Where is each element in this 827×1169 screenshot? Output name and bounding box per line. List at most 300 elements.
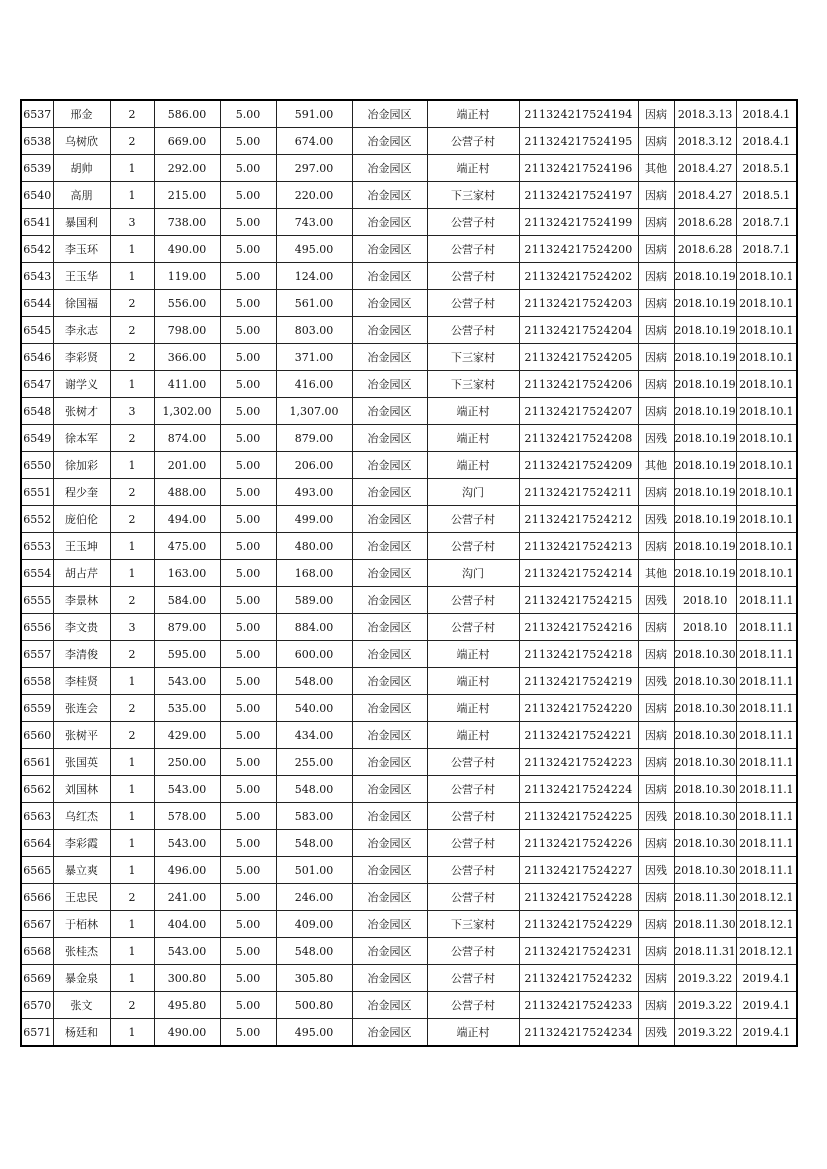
start-date-cell: 2018.11.1 — [736, 695, 797, 722]
supplement-cell: 5.00 — [220, 506, 276, 533]
reason-cell: 因病 — [638, 209, 674, 236]
serial-no-cell: 6570 — [21, 992, 53, 1019]
household-size-cell: 3 — [110, 398, 154, 425]
village-cell: 公营子村 — [427, 209, 519, 236]
name-cell: 乌树欣 — [53, 128, 110, 155]
village-cell: 公营子村 — [427, 236, 519, 263]
village-cell: 端正村 — [427, 100, 519, 128]
total-cell: 255.00 — [276, 749, 352, 776]
village-cell: 公营子村 — [427, 884, 519, 911]
table-row — [21, 884, 797, 911]
district-cell: 冶金园区 — [352, 263, 427, 290]
allowance-cell: 201.00 — [154, 452, 220, 479]
name-cell: 李清俊 — [53, 641, 110, 668]
name-cell: 杨廷和 — [53, 1019, 110, 1047]
household-size-cell: 1 — [110, 155, 154, 182]
village-cell: 端正村 — [427, 1019, 519, 1047]
serial-no-cell: 6545 — [21, 317, 53, 344]
table-row — [21, 100, 797, 128]
supplement-cell: 5.00 — [220, 452, 276, 479]
apply-date-cell: 2018.10.19 — [674, 479, 736, 506]
total-cell: 409.00 — [276, 911, 352, 938]
supplement-cell: 5.00 — [220, 695, 276, 722]
village-cell: 端正村 — [427, 155, 519, 182]
reason-cell: 因残 — [638, 506, 674, 533]
allowance-cell: 404.00 — [154, 911, 220, 938]
serial-no-cell: 6565 — [21, 857, 53, 884]
reason-cell: 因病 — [638, 911, 674, 938]
district-cell: 冶金园区 — [352, 749, 427, 776]
serial-no-cell: 6559 — [21, 695, 53, 722]
allowance-cell: 556.00 — [154, 290, 220, 317]
reason-cell: 因病 — [638, 614, 674, 641]
serial-no-cell: 6557 — [21, 641, 53, 668]
table-row — [21, 425, 797, 452]
district-cell: 冶金园区 — [352, 1019, 427, 1047]
village-cell: 公营子村 — [427, 587, 519, 614]
table-row — [21, 830, 797, 857]
household-size-cell: 1 — [110, 182, 154, 209]
start-date-cell: 2018.4.1 — [736, 128, 797, 155]
allowance-cell: 163.00 — [154, 560, 220, 587]
allowance-cell: 543.00 — [154, 776, 220, 803]
reason-cell: 因残 — [638, 587, 674, 614]
household-size-cell: 2 — [110, 641, 154, 668]
total-cell: 1,307.00 — [276, 398, 352, 425]
supplement-cell: 5.00 — [220, 560, 276, 587]
household-size-cell: 1 — [110, 1019, 154, 1047]
table-row — [21, 209, 797, 236]
village-cell: 端正村 — [427, 641, 519, 668]
reason-cell: 因病 — [638, 830, 674, 857]
apply-date-cell: 2018.6.28 — [674, 209, 736, 236]
start-date-cell: 2018.10.1 — [736, 371, 797, 398]
supplement-cell: 5.00 — [220, 884, 276, 911]
total-cell: 499.00 — [276, 506, 352, 533]
allowance-cell: 494.00 — [154, 506, 220, 533]
name-cell: 李永志 — [53, 317, 110, 344]
allowance-cell: 543.00 — [154, 938, 220, 965]
name-cell: 庞伯伦 — [53, 506, 110, 533]
id-number-cell: 211324217524225 — [519, 803, 638, 830]
id-number-cell: 211324217524199 — [519, 209, 638, 236]
reason-cell: 因病 — [638, 884, 674, 911]
serial-no-cell: 6550 — [21, 452, 53, 479]
serial-no-cell: 6564 — [21, 830, 53, 857]
total-cell: 803.00 — [276, 317, 352, 344]
supplement-cell: 5.00 — [220, 398, 276, 425]
table-body — [21, 100, 797, 1046]
name-cell: 谢学义 — [53, 371, 110, 398]
reason-cell: 其他 — [638, 155, 674, 182]
table-row — [21, 263, 797, 290]
name-cell: 李彩贤 — [53, 344, 110, 371]
supplement-cell: 5.00 — [220, 803, 276, 830]
serial-no-cell: 6571 — [21, 1019, 53, 1047]
table-row — [21, 182, 797, 209]
table-row — [21, 371, 797, 398]
serial-no-cell: 6548 — [21, 398, 53, 425]
household-size-cell: 2 — [110, 290, 154, 317]
supplement-cell: 5.00 — [220, 290, 276, 317]
household-size-cell: 2 — [110, 425, 154, 452]
reason-cell: 因残 — [638, 668, 674, 695]
table-row — [21, 722, 797, 749]
serial-no-cell: 6556 — [21, 614, 53, 641]
supplement-cell: 5.00 — [220, 209, 276, 236]
serial-no-cell: 6554 — [21, 560, 53, 587]
apply-date-cell: 2018.3.12 — [674, 128, 736, 155]
district-cell: 冶金园区 — [352, 128, 427, 155]
apply-date-cell: 2018.11.30 — [674, 884, 736, 911]
apply-date-cell: 2018.10.19 — [674, 452, 736, 479]
allowance-cell: 586.00 — [154, 100, 220, 128]
apply-date-cell: 2019.3.22 — [674, 992, 736, 1019]
village-cell: 端正村 — [427, 452, 519, 479]
household-size-cell: 1 — [110, 668, 154, 695]
start-date-cell: 2018.12.1 — [736, 884, 797, 911]
apply-date-cell: 2018.10.19 — [674, 506, 736, 533]
village-cell: 公营子村 — [427, 857, 519, 884]
village-cell: 公营子村 — [427, 128, 519, 155]
allowance-cell: 496.00 — [154, 857, 220, 884]
id-number-cell: 211324217524203 — [519, 290, 638, 317]
household-size-cell: 2 — [110, 884, 154, 911]
reason-cell: 因病 — [638, 479, 674, 506]
name-cell: 李玉环 — [53, 236, 110, 263]
apply-date-cell: 2018.10.30 — [674, 695, 736, 722]
village-cell: 下三家村 — [427, 371, 519, 398]
allowance-cell: 292.00 — [154, 155, 220, 182]
household-size-cell: 1 — [110, 857, 154, 884]
supplement-cell: 5.00 — [220, 668, 276, 695]
id-number-cell: 211324217524223 — [519, 749, 638, 776]
reason-cell: 因病 — [638, 236, 674, 263]
table-row — [21, 587, 797, 614]
name-cell: 邢金 — [53, 100, 110, 128]
total-cell: 540.00 — [276, 695, 352, 722]
village-cell: 公营子村 — [427, 803, 519, 830]
name-cell: 暴金泉 — [53, 965, 110, 992]
allowance-cell: 488.00 — [154, 479, 220, 506]
serial-no-cell: 6546 — [21, 344, 53, 371]
district-cell: 冶金园区 — [352, 992, 427, 1019]
name-cell: 徐国福 — [53, 290, 110, 317]
reason-cell: 因病 — [638, 317, 674, 344]
household-size-cell: 3 — [110, 614, 154, 641]
start-date-cell: 2018.11.1 — [736, 722, 797, 749]
district-cell: 冶金园区 — [352, 506, 427, 533]
total-cell: 500.80 — [276, 992, 352, 1019]
village-cell: 沟门 — [427, 560, 519, 587]
allowance-cell: 411.00 — [154, 371, 220, 398]
district-cell: 冶金园区 — [352, 236, 427, 263]
reason-cell: 因病 — [638, 722, 674, 749]
name-cell: 李彩霞 — [53, 830, 110, 857]
serial-no-cell: 6540 — [21, 182, 53, 209]
name-cell: 徐本军 — [53, 425, 110, 452]
id-number-cell: 211324217524224 — [519, 776, 638, 803]
supplement-cell: 5.00 — [220, 965, 276, 992]
serial-no-cell: 6543 — [21, 263, 53, 290]
household-size-cell: 1 — [110, 965, 154, 992]
apply-date-cell: 2018.3.13 — [674, 100, 736, 128]
serial-no-cell: 6542 — [21, 236, 53, 263]
village-cell: 端正村 — [427, 722, 519, 749]
id-number-cell: 211324217524211 — [519, 479, 638, 506]
start-date-cell: 2018.11.1 — [736, 749, 797, 776]
household-size-cell: 1 — [110, 830, 154, 857]
total-cell: 879.00 — [276, 425, 352, 452]
id-number-cell: 211324217524221 — [519, 722, 638, 749]
id-number-cell: 211324217524195 — [519, 128, 638, 155]
household-size-cell: 1 — [110, 452, 154, 479]
reason-cell: 因病 — [638, 992, 674, 1019]
household-size-cell: 2 — [110, 479, 154, 506]
apply-date-cell: 2018.10.19 — [674, 344, 736, 371]
total-cell: 589.00 — [276, 587, 352, 614]
reason-cell: 因病 — [638, 695, 674, 722]
table-row — [21, 452, 797, 479]
village-cell: 公营子村 — [427, 614, 519, 641]
village-cell: 公营子村 — [427, 830, 519, 857]
total-cell: 501.00 — [276, 857, 352, 884]
reason-cell: 其他 — [638, 560, 674, 587]
supplement-cell: 5.00 — [220, 749, 276, 776]
start-date-cell: 2018.10.1 — [736, 344, 797, 371]
serial-no-cell: 6560 — [21, 722, 53, 749]
reason-cell: 因病 — [638, 100, 674, 128]
village-cell: 下三家村 — [427, 182, 519, 209]
id-number-cell: 211324217524202 — [519, 263, 638, 290]
id-number-cell: 211324217524220 — [519, 695, 638, 722]
total-cell: 434.00 — [276, 722, 352, 749]
start-date-cell: 2018.7.1 — [736, 236, 797, 263]
id-number-cell: 211324217524232 — [519, 965, 638, 992]
name-cell: 李文贵 — [53, 614, 110, 641]
total-cell: 884.00 — [276, 614, 352, 641]
apply-date-cell: 2018.10.30 — [674, 749, 736, 776]
id-number-cell: 211324217524215 — [519, 587, 638, 614]
household-size-cell: 3 — [110, 209, 154, 236]
household-size-cell: 2 — [110, 344, 154, 371]
total-cell: 495.00 — [276, 236, 352, 263]
village-cell: 端正村 — [427, 425, 519, 452]
allowance-cell: 798.00 — [154, 317, 220, 344]
total-cell: 561.00 — [276, 290, 352, 317]
apply-date-cell: 2018.10.30 — [674, 830, 736, 857]
reason-cell: 因病 — [638, 290, 674, 317]
allowance-cell: 241.00 — [154, 884, 220, 911]
household-size-cell: 1 — [110, 749, 154, 776]
district-cell: 冶金园区 — [352, 344, 427, 371]
start-date-cell: 2018.10.1 — [736, 452, 797, 479]
id-number-cell: 211324217524212 — [519, 506, 638, 533]
table-row — [21, 614, 797, 641]
reason-cell: 因病 — [638, 371, 674, 398]
allowance-cell: 429.00 — [154, 722, 220, 749]
id-number-cell: 211324217524234 — [519, 1019, 638, 1047]
name-cell: 王忠民 — [53, 884, 110, 911]
district-cell: 冶金园区 — [352, 371, 427, 398]
table-row — [21, 641, 797, 668]
name-cell: 胡帅 — [53, 155, 110, 182]
total-cell: 591.00 — [276, 100, 352, 128]
start-date-cell: 2018.11.1 — [736, 614, 797, 641]
supplement-cell: 5.00 — [220, 100, 276, 128]
supplement-cell: 5.00 — [220, 857, 276, 884]
district-cell: 冶金园区 — [352, 182, 427, 209]
village-cell: 公营子村 — [427, 992, 519, 1019]
total-cell: 416.00 — [276, 371, 352, 398]
table-row — [21, 668, 797, 695]
district-cell: 冶金园区 — [352, 560, 427, 587]
id-number-cell: 211324217524196 — [519, 155, 638, 182]
apply-date-cell: 2018.11.30 — [674, 911, 736, 938]
start-date-cell: 2018.11.1 — [736, 641, 797, 668]
name-cell: 张树才 — [53, 398, 110, 425]
id-number-cell: 211324217524209 — [519, 452, 638, 479]
household-size-cell: 2 — [110, 992, 154, 1019]
start-date-cell: 2018.10.1 — [736, 479, 797, 506]
name-cell: 刘国林 — [53, 776, 110, 803]
reason-cell: 因病 — [638, 128, 674, 155]
household-size-cell: 1 — [110, 533, 154, 560]
name-cell: 王玉华 — [53, 263, 110, 290]
start-date-cell: 2018.11.1 — [736, 857, 797, 884]
start-date-cell: 2018.10.1 — [736, 560, 797, 587]
total-cell: 548.00 — [276, 830, 352, 857]
name-cell: 张桂杰 — [53, 938, 110, 965]
table-row — [21, 290, 797, 317]
name-cell: 李景林 — [53, 587, 110, 614]
household-size-cell: 2 — [110, 317, 154, 344]
start-date-cell: 2018.10.1 — [736, 317, 797, 344]
serial-no-cell: 6566 — [21, 884, 53, 911]
allowance-cell: 1,302.00 — [154, 398, 220, 425]
table-row — [21, 155, 797, 182]
village-cell: 公营子村 — [427, 965, 519, 992]
serial-no-cell: 6561 — [21, 749, 53, 776]
district-cell: 冶金园区 — [352, 911, 427, 938]
id-number-cell: 211324217524208 — [519, 425, 638, 452]
serial-no-cell: 6563 — [21, 803, 53, 830]
start-date-cell: 2019.4.1 — [736, 992, 797, 1019]
id-number-cell: 211324217524204 — [519, 317, 638, 344]
household-size-cell: 2 — [110, 100, 154, 128]
serial-no-cell: 6552 — [21, 506, 53, 533]
household-size-cell: 1 — [110, 560, 154, 587]
serial-no-cell: 6555 — [21, 587, 53, 614]
apply-date-cell: 2018.10.19 — [674, 371, 736, 398]
table-row — [21, 776, 797, 803]
district-cell: 冶金园区 — [352, 587, 427, 614]
supplement-cell: 5.00 — [220, 263, 276, 290]
district-cell: 冶金园区 — [352, 100, 427, 128]
household-size-cell: 2 — [110, 695, 154, 722]
id-number-cell: 211324217524218 — [519, 641, 638, 668]
serial-no-cell: 6537 — [21, 100, 53, 128]
allowance-cell: 578.00 — [154, 803, 220, 830]
table-row — [21, 398, 797, 425]
district-cell: 冶金园区 — [352, 398, 427, 425]
apply-date-cell: 2019.3.22 — [674, 965, 736, 992]
household-size-cell: 2 — [110, 587, 154, 614]
total-cell: 480.00 — [276, 533, 352, 560]
apply-date-cell: 2019.3.22 — [674, 1019, 736, 1047]
allowance-cell: 300.80 — [154, 965, 220, 992]
id-number-cell: 211324217524213 — [519, 533, 638, 560]
apply-date-cell: 2018.10.19 — [674, 290, 736, 317]
district-cell: 冶金园区 — [352, 317, 427, 344]
name-cell: 胡占芹 — [53, 560, 110, 587]
name-cell: 张树平 — [53, 722, 110, 749]
reason-cell: 因病 — [638, 533, 674, 560]
reason-cell: 其他 — [638, 452, 674, 479]
table-row — [21, 128, 797, 155]
name-cell: 李桂贤 — [53, 668, 110, 695]
id-number-cell: 211324217524207 — [519, 398, 638, 425]
allowance-cell: 584.00 — [154, 587, 220, 614]
apply-date-cell: 2018.10.19 — [674, 398, 736, 425]
table-row — [21, 344, 797, 371]
id-number-cell: 211324217524226 — [519, 830, 638, 857]
serial-no-cell: 6567 — [21, 911, 53, 938]
start-date-cell: 2018.10.1 — [736, 533, 797, 560]
district-cell: 冶金园区 — [352, 668, 427, 695]
serial-no-cell: 6539 — [21, 155, 53, 182]
village-cell: 公营子村 — [427, 263, 519, 290]
table-row — [21, 857, 797, 884]
district-cell: 冶金园区 — [352, 479, 427, 506]
serial-no-cell: 6569 — [21, 965, 53, 992]
allowance-cell: 543.00 — [154, 668, 220, 695]
table-row — [21, 695, 797, 722]
apply-date-cell: 2018.11.31 — [674, 938, 736, 965]
village-cell: 公营子村 — [427, 776, 519, 803]
supplement-cell: 5.00 — [220, 236, 276, 263]
start-date-cell: 2018.10.1 — [736, 425, 797, 452]
id-number-cell: 211324217524214 — [519, 560, 638, 587]
reason-cell: 因病 — [638, 398, 674, 425]
reason-cell: 因病 — [638, 938, 674, 965]
household-size-cell: 2 — [110, 506, 154, 533]
reason-cell: 因残 — [638, 857, 674, 884]
start-date-cell: 2019.4.1 — [736, 1019, 797, 1047]
allowance-cell: 738.00 — [154, 209, 220, 236]
supplement-cell: 5.00 — [220, 425, 276, 452]
district-cell: 冶金园区 — [352, 803, 427, 830]
allowance-cell: 879.00 — [154, 614, 220, 641]
id-number-cell: 211324217524219 — [519, 668, 638, 695]
supplement-cell: 5.00 — [220, 587, 276, 614]
total-cell: 305.80 — [276, 965, 352, 992]
id-number-cell: 211324217524228 — [519, 884, 638, 911]
reason-cell: 因残 — [638, 803, 674, 830]
total-cell: 674.00 — [276, 128, 352, 155]
table-row — [21, 803, 797, 830]
apply-date-cell: 2018.6.28 — [674, 236, 736, 263]
village-cell: 下三家村 — [427, 344, 519, 371]
start-date-cell: 2018.10.1 — [736, 263, 797, 290]
supplement-cell: 5.00 — [220, 776, 276, 803]
id-number-cell: 211324217524216 — [519, 614, 638, 641]
serial-no-cell: 6551 — [21, 479, 53, 506]
reason-cell: 因病 — [638, 263, 674, 290]
table-row — [21, 506, 797, 533]
household-size-cell: 1 — [110, 371, 154, 398]
serial-no-cell: 6568 — [21, 938, 53, 965]
